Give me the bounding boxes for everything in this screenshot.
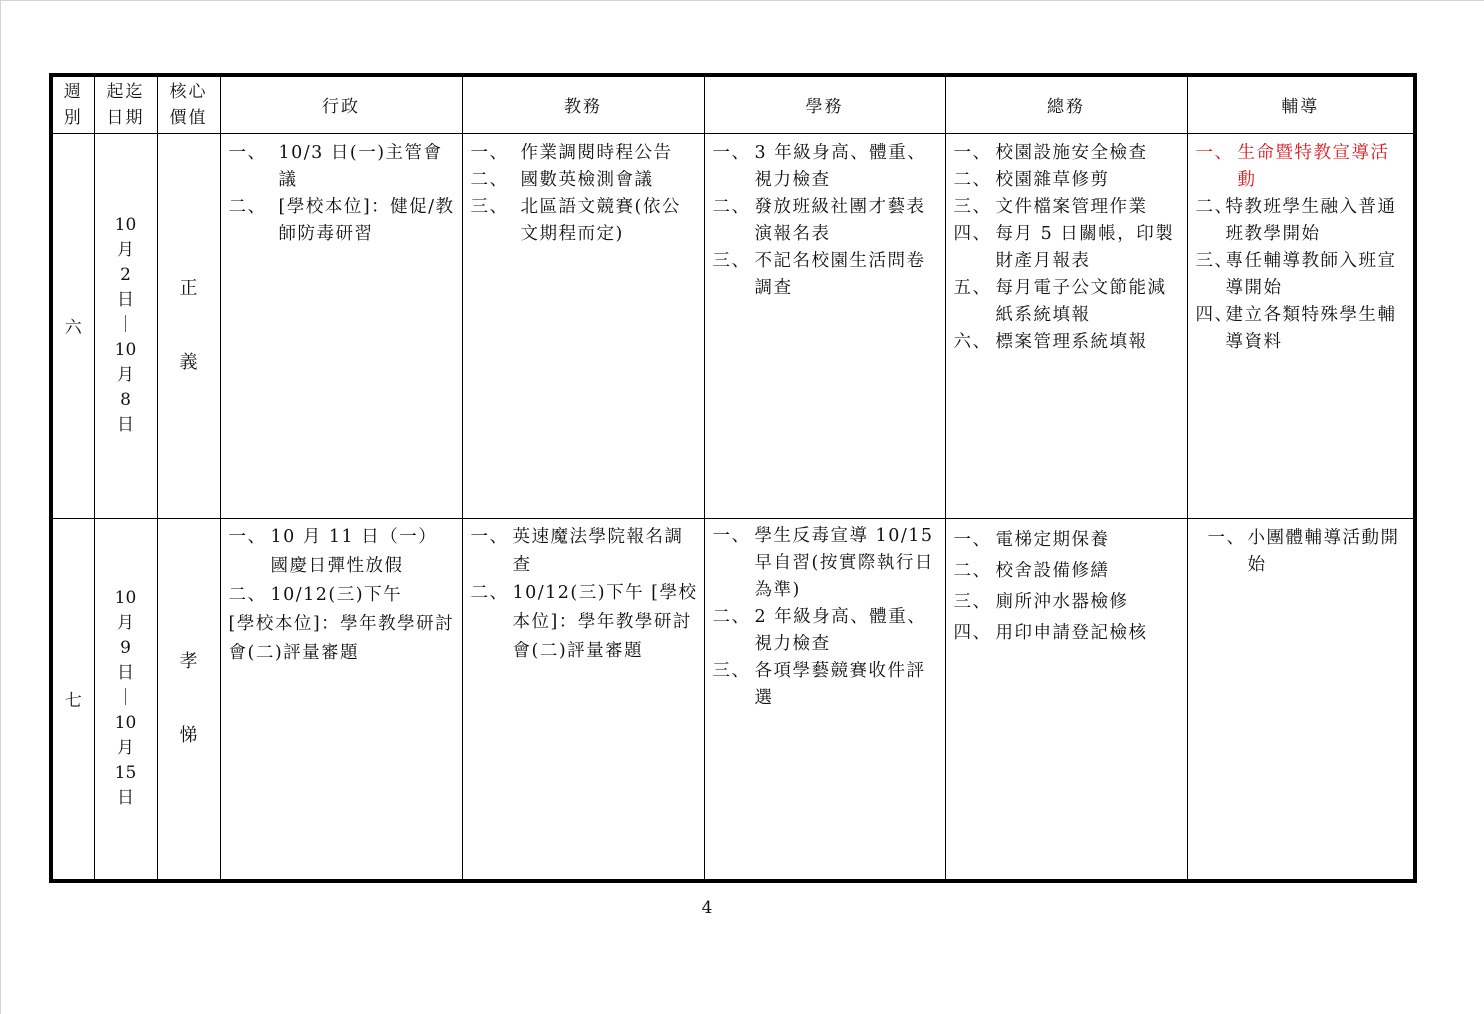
list-item: 一、 3 年級身高、體重、視力檢查 [712, 142, 927, 190]
list-item: 二、 國數英檢測會議 [470, 169, 654, 190]
list-item: 二、 10/12(三)下午 [學校本位]：學年教學研討會(二)評量審題 [470, 582, 698, 661]
list-item: 一、 10/3 日(一)主管會議 [228, 142, 443, 190]
list-item-highlight: 一、 生命暨特教宣導活動 [1195, 142, 1390, 190]
header-week: 週 別 [51, 75, 94, 133]
week-row-6 [51, 133, 1415, 518]
list-item: 三、 北區語文競賽(依公文期程而定) [470, 196, 681, 244]
counseling-cell [1187, 133, 1415, 518]
counseling-cell [1187, 518, 1415, 881]
student-affairs-cell [704, 133, 945, 518]
list-item: 二、 發放班級社團才藝表演報名表 [712, 196, 926, 244]
date-range: 10 月 2 日 ｜ 10 月 8 日 [94, 133, 157, 518]
list-item: 四、 用印申請登記檢核 [953, 622, 1148, 643]
academic-cell [462, 133, 704, 518]
header-general-affairs: 總務 [945, 75, 1187, 133]
header-core-value: 核心 價值 [157, 75, 220, 133]
list-item: [學校本位]：學年教學研討會(二)評量審題 [228, 613, 455, 663]
list-item: 一、 電梯定期保養 [953, 529, 1110, 550]
list-item: 四、 每月 5 日關帳，印製財產月報表 [953, 223, 1175, 271]
list-item: 二、 10/12(三)下午 [228, 584, 403, 605]
list-item: 二、 2 年級身高、體重、視力檢查 [712, 606, 927, 654]
list-item: 一、 小團體輔導活動開始 [1207, 527, 1400, 575]
page-number: 4 [701, 898, 713, 918]
header-dates: 起迄 日期 [94, 75, 157, 133]
list-item: 五、 每月電子公文節能減紙系統填報 [953, 277, 1167, 325]
list-item: 三、 專任輔導教師入班宣導開始 [1195, 250, 1397, 298]
date-range: 10 月 9 日 ｜ 10 月 15 日 [94, 518, 157, 881]
general-affairs-cell [945, 133, 1187, 518]
header-academic: 教務 [462, 75, 704, 133]
list-item: 一、 英速魔法學院報名調查 [470, 526, 684, 575]
header-student-affairs: 學務 [704, 75, 945, 133]
header-admin: 行政 [220, 75, 462, 133]
core-value: 正 義 [157, 133, 220, 518]
academic-cell [462, 518, 704, 881]
header-counseling: 輔導 [1187, 75, 1415, 133]
list-item: 二、 特教班學生融入普通班教學開始 [1195, 196, 1397, 244]
week-row-7 [51, 518, 1415, 881]
list-item: 二、 [學校本位]：健促/教師防毒研習 [228, 196, 455, 244]
list-item: 一、 校園設施安全檢查 [953, 142, 1148, 163]
list-item: 一、 作業調閱時程公告 [470, 142, 673, 163]
list-item: 二、 校園雜草修剪 [953, 169, 1110, 190]
week-number: 七 [51, 518, 94, 881]
list-item: 一、 學生反毒宣導 10/15 早自習(按實際執行日為準) [712, 525, 934, 600]
week-number: 六 [51, 133, 94, 518]
list-item: 三、 各項學藝競賽收件評選 [712, 660, 926, 708]
list-item: 六、 標案管理系統填報 [953, 331, 1148, 352]
weekly-schedule-table [49, 73, 1417, 883]
list-item: 四、 建立各類特殊學生輔導資料 [1195, 304, 1397, 352]
list-item: 三、 文件檔案管理作業 [953, 196, 1148, 217]
list-item: 三、 廁所沖水器檢修 [953, 591, 1129, 612]
admin-cell [220, 518, 462, 881]
admin-cell [220, 133, 462, 518]
list-item: 二、 校舍設備修繕 [953, 560, 1110, 581]
core-value: 孝 悌 [157, 518, 220, 881]
list-item: 三、 不記名校園生活問卷調查 [712, 250, 926, 298]
header-row [51, 75, 1415, 133]
general-affairs-cell [945, 518, 1187, 881]
list-item: 一、 10 月 11 日（一）國慶日彈性放假 [228, 526, 438, 576]
student-affairs-cell [704, 518, 945, 881]
